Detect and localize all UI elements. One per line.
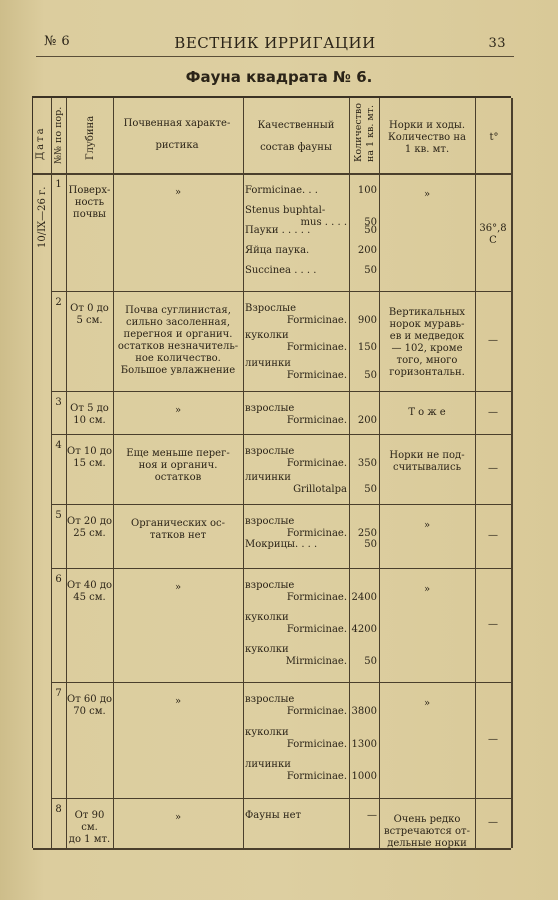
temp-cell [475,817,511,829]
depth-cell [66,446,113,470]
fauna-entry-line: Яйца паука. [245,245,310,256]
col-header-date: Дата [35,126,46,160]
fauna-entry [245,303,347,327]
column-rule [51,98,52,848]
row-rule [51,682,511,683]
row-number: 4 [55,440,62,451]
fauna-entry-line: Formicinae. [286,528,347,539]
row-rule [51,434,511,435]
quantity-value: 50 [364,656,377,667]
soil-cell-line: Большое увлажнение [120,365,236,376]
burrows-cell [379,189,475,201]
fauna-entry-line: взрослые [245,446,295,457]
burrows-cell-line: того, много [396,355,458,366]
quantity-value: 200 [357,415,377,426]
date-value: 10/IX—26 г. [37,186,48,248]
fauna-entry-line: mus . . . . [300,217,347,228]
page-header [40,34,510,54]
fauna-entry-line: взрослые [245,516,295,527]
col-header-burrows-3: 1 кв. мт. [404,144,450,155]
soil-cell [113,405,243,417]
fauna-entry [245,403,347,427]
temp-cell-line: — [488,463,498,474]
soil-cell-line: сильно засоленная, [125,317,230,328]
fauna-entry-line: Formicinae. [286,738,347,750]
depth-cell-line: ность [74,197,105,208]
row-rule [51,798,511,799]
temp-cell-line: — [488,734,498,745]
column-rule [511,98,513,848]
fauna-entry-line: Фауны нет [245,810,302,821]
quantity-value: 4200 [351,624,377,635]
fauna-entry-line: куколки [245,612,289,623]
depth-cell [66,303,113,327]
row-number: 2 [55,297,62,308]
temp-cell [475,407,511,419]
burrows-cell-line: » [423,584,431,595]
fauna-table [32,96,511,848]
fauna-entry-line: куколки [245,330,289,342]
depth-cell-line: От 40 до [67,580,112,591]
row-rule [51,291,511,292]
row-number: 5 [55,510,62,521]
temp-cell [475,734,511,746]
fauna-entry [245,516,347,540]
row-number: 1 [55,179,62,190]
fauna-entry [245,727,347,751]
fauna-entry-line: Formicinae. . . [245,185,318,196]
quantity-value: 3800 [351,706,377,717]
depth-cell-line: От 60 до [67,694,112,705]
fauna-entry [245,245,347,257]
soil-cell-line: » [174,187,182,198]
fauna-entry [245,472,347,496]
temp-cell [475,335,511,347]
journal-title: ВЕСТНИК ИРРИГАЦИИ [174,34,376,52]
fauna-entry [245,265,347,277]
soil-cell [113,812,243,824]
soil-cell-line: » [174,696,182,707]
quantity-value: 250 [357,528,377,539]
depth-cell-line: От 10 до [67,446,112,457]
row-number: 3 [55,397,62,408]
header-rule-bottom [33,173,511,175]
temp-cell-line: — [488,619,498,630]
fauna-entry [245,225,347,237]
burrows-cell-line: норок муравь- [389,319,465,330]
soil-cell-line: Почва суглинистая, [125,305,231,316]
fauna-entry-line: Formicinae. [286,315,347,326]
fauna-entry [245,330,347,354]
burrows-cell [379,520,475,532]
col-header-num: №№ по пор. [53,106,64,164]
burrows-cell-line: » [423,189,431,200]
fauna-entry-line: Succinea . . . . [245,265,317,276]
quantity-value: 150 [357,342,377,354]
quantity-value: 100 [357,185,377,196]
burrows-cell-line: Т о ж е [408,407,446,418]
depth-cell-line: почвы [73,209,106,220]
fauna-entry-line: Stenus buphtal- [245,205,326,216]
quantity-value: 1300 [351,738,377,750]
depth-cell [66,580,113,604]
burrows-cell-line: Норки не под- [389,450,465,461]
soil-cell [113,518,243,542]
soil-cell-line: » [174,405,182,416]
col-header-soil-2: ристика [155,140,199,151]
temp-cell-line: — [488,817,498,828]
burrows-cell [379,450,475,474]
depth-cell-line: 25 см. [73,528,106,539]
quantity-value: 50 [364,539,377,550]
soil-cell-line: татков нет [149,530,207,541]
col-header-depth: Глубина [85,115,96,160]
fauna-entry [245,539,347,551]
fauna-entry-line: личинки [245,759,291,771]
fauna-entry-line: личинки [245,472,291,483]
quantity-value: 50 [364,484,377,495]
fauna-entry [245,446,347,470]
col-header-burrows-1: Норки и ходы. [388,120,466,131]
fauna-entry-line: Formicinae. [286,592,347,603]
depth-cell [66,403,113,427]
quantity-value: 50 [364,369,377,381]
fauna-entry-line: взрослые [245,403,295,414]
col-header-fauna-1: Качественный [257,120,335,131]
table-caption: Фауна квадрата № 6. [185,68,373,86]
fauna-entry-line: Formicinae. [286,624,347,635]
fauna-entry [245,612,347,636]
quantity-value: — [367,810,377,821]
fauna-entry-line: взрослые [245,694,295,705]
quantity-value: 50 [364,217,377,228]
soil-cell-line: перегноя и органич. [123,329,233,340]
quantity-value: 50 [364,265,377,276]
fauna-entry-line: Formicinae. [286,706,347,717]
depth-cell-line: От 5 до [70,403,109,414]
quantity-value: 1000 [351,771,377,783]
burrows-cell-line: » [423,698,431,709]
burrows-cell-line: встречаются от- [384,826,470,837]
burrows-cell [379,814,475,850]
soil-cell-line: » [174,812,182,823]
fauna-entry-line: личинки [245,357,291,369]
soil-cell-line: » [174,582,182,593]
fauna-entry-line: Grillotalpa [293,484,347,495]
soil-cell [113,696,243,708]
fauna-entry [245,694,347,718]
fauna-entry [245,810,347,822]
temp-cell-line: — [488,335,498,346]
burrows-cell-line: Очень редко [393,814,461,825]
depth-cell [66,185,113,221]
burrows-cell-line: считывались [392,462,462,473]
temp-cell-line: — [488,530,498,541]
row-number: 8 [55,804,62,815]
depth-cell-line: От 90 см. [74,810,105,833]
quantity-value: 50 [364,225,377,236]
fauna-entry-line: Formicinae. [286,458,347,469]
row-rule [51,391,511,392]
fauna-entry-line: Formicinae. [286,342,347,354]
fauna-entry-line: Formicinae. [286,771,347,783]
soil-cell-line: остатков незначитель- [117,341,239,352]
row-rule [51,568,511,569]
depth-cell-line: 10 см. [73,415,106,426]
col-header-fauna-2: состав фауны [260,142,332,153]
temp-cell [475,463,511,475]
fauna-entry-line: куколки [245,726,289,738]
burrows-cell-line: Вертикальных [388,307,466,318]
issue-number: № 6 [44,34,71,49]
soil-cell [113,582,243,594]
column-rule [349,98,350,848]
depth-cell [66,694,113,718]
fauna-entry-line: Взрослые [245,303,297,314]
temp-cell [475,223,511,247]
quantity-value: 2400 [351,592,377,603]
fauna-entry [245,644,347,668]
col-header-qty-1: Количество [353,103,364,162]
quantity-value: 350 [357,458,377,469]
depth-cell [66,810,113,846]
depth-cell-line: Поверх- [68,185,111,196]
fauna-entry [245,580,347,604]
quantity-value: 200 [357,245,377,256]
burrows-cell [379,307,475,379]
depth-cell-line: 70 см. [73,706,106,717]
fauna-entry-line: Formicinae. [286,369,347,381]
row-number: 6 [55,574,62,585]
fauna-entry [245,358,347,382]
quantity-value: 900 [357,315,377,326]
soil-cell [113,187,243,199]
burrows-cell [379,407,475,419]
page-number: 33 [488,36,506,51]
depth-cell-line: От 0 до [70,303,109,314]
soil-cell-line: ноя и органич. [138,460,218,471]
temp-cell [475,619,511,631]
soil-cell-line: остатков [154,472,202,483]
soil-cell-line: Органических ос- [131,518,225,529]
depth-cell-line: 15 см. [73,458,106,469]
fauna-entry-line: Mirmicinae. [285,656,347,667]
soil-cell [113,448,243,484]
fauna-entry-line: Мокрицы. . . . [245,539,318,550]
burrows-cell-line: — 102, кроме [391,343,463,354]
fauna-entry [245,185,347,197]
depth-cell-line: 45 см. [73,592,106,603]
col-header-temp: t° [489,132,499,143]
row-rule [51,504,511,505]
row-number: 7 [55,688,62,699]
col-header-qty-2: на 1 кв. мт. [365,104,376,162]
burrows-cell [379,584,475,596]
temp-cell [475,530,511,542]
depth-cell-line: От 20 до [67,516,112,527]
depth-cell-line: до 1 мт. [68,834,111,845]
burrows-cell-line: дельные норки [387,838,467,849]
fauna-entry-line: Formicinae. [286,415,347,426]
temp-cell-line: C [489,235,497,246]
fauna-entry-line: взрослые [245,580,295,591]
temp-cell-line: — [488,406,498,418]
temp-cell-line: 36°,8 [479,223,507,234]
burrows-cell-line: ев и медведок [389,331,465,342]
header-rule [36,56,514,57]
soil-cell-line: ное количество. [135,353,221,364]
soil-cell [113,305,243,377]
fauna-entry-line: Пауки . . . . . [245,225,311,236]
col-header-burrows-2: Количество на [388,132,466,143]
depth-cell-line: 5 см. [76,315,103,326]
fauna-entry-line: куколки [245,644,289,655]
burrows-cell-line: » [423,520,431,531]
soil-cell-line: Еще меньше перег- [126,448,230,459]
col-header-soil-1: Почвенная характе- [123,118,231,129]
burrows-cell [379,698,475,710]
fauna-entry [245,759,347,783]
burrows-cell-line: горизонтальн. [389,367,465,378]
depth-cell [66,516,113,540]
column-rule [243,98,244,848]
